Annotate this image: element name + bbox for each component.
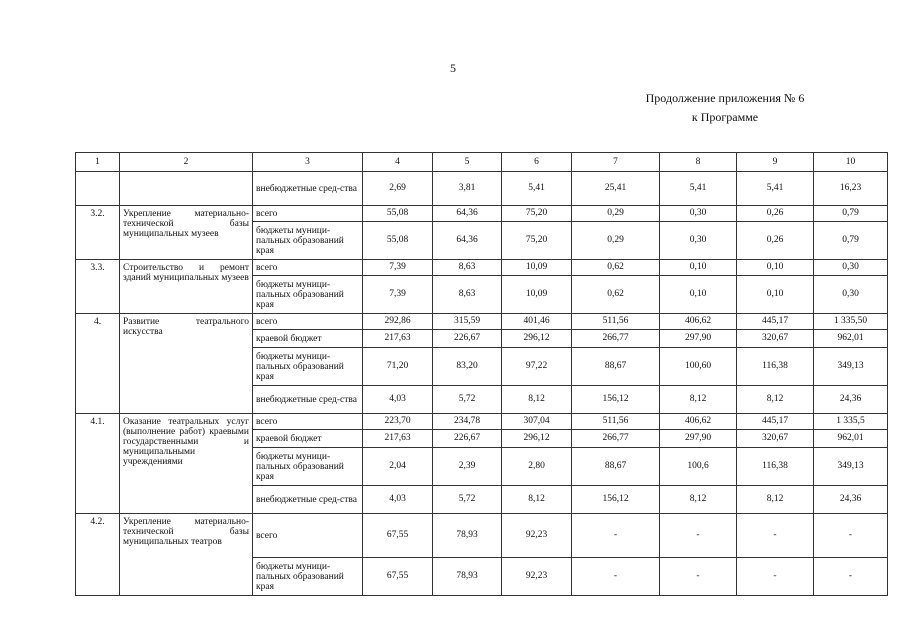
funding-source: внебюджетные сред-ства	[253, 172, 363, 206]
value-cell: 4,03	[363, 486, 433, 514]
funding-source: бюджеты муници-пальных образований края	[253, 558, 363, 596]
value-cell: 75,20	[502, 206, 572, 222]
value-cell: 401,46	[502, 314, 572, 330]
value-cell: 0,79	[814, 206, 888, 222]
code-cell	[76, 172, 120, 206]
value-cell: 223,70	[363, 414, 433, 430]
value-cell: 296,12	[502, 330, 572, 348]
value-cell: 962,01	[814, 330, 888, 348]
value-cell: 71,20	[363, 348, 433, 386]
value-cell: 7,39	[363, 276, 433, 314]
value-cell: -	[572, 514, 660, 558]
appendix-caption	[560, 89, 890, 127]
value-cell: -	[572, 558, 660, 596]
value-cell: 88,67	[572, 348, 660, 386]
value-cell: -	[660, 558, 737, 596]
value-cell: 2,04	[363, 448, 433, 486]
value-cell: 962,01	[814, 430, 888, 448]
value-cell: 8,63	[433, 260, 502, 276]
value-cell: 234,78	[433, 414, 502, 430]
value-cell: 8,12	[502, 486, 572, 514]
value-cell: 292,86	[363, 314, 433, 330]
value-cell: 320,67	[737, 330, 814, 348]
value-cell: 266,77	[572, 430, 660, 448]
funding-source: бюджеты муници-пальных образований края	[253, 276, 363, 314]
item-code: 3.3.	[76, 260, 120, 314]
value-cell: 3,81	[433, 172, 502, 206]
value-cell: 75,20	[502, 222, 572, 260]
value-cell: 5,41	[737, 172, 814, 206]
value-cell: 0,26	[737, 206, 814, 222]
value-cell: 0,10	[660, 276, 737, 314]
column-number: 10	[814, 153, 888, 172]
value-cell: 445,17	[737, 414, 814, 430]
name-cell	[120, 172, 253, 206]
value-cell: 8,12	[660, 486, 737, 514]
value-cell: 0,26	[737, 222, 814, 260]
table-row	[76, 514, 888, 558]
value-cell: 64,36	[433, 222, 502, 260]
value-cell: 92,23	[502, 514, 572, 558]
value-cell: 0,10	[737, 260, 814, 276]
item-code: 4.	[76, 314, 120, 414]
value-cell: 296,12	[502, 430, 572, 448]
funding-source: бюджеты муници-пальных образований края	[253, 348, 363, 386]
item-name: Укрепление материально-технической базы муниципальных театров	[120, 514, 253, 596]
value-cell: 7,39	[363, 260, 433, 276]
value-cell: 55,08	[363, 206, 433, 222]
funding-source: всего	[253, 414, 363, 430]
item-name: Развитие театрального искусства	[120, 314, 253, 414]
appendix-caption-line-1: Продолжение приложения № 6	[645, 91, 805, 105]
value-cell: -	[737, 558, 814, 596]
value-cell: 1 335,50	[814, 314, 888, 330]
value-cell: 445,17	[737, 314, 814, 330]
page-number: 5	[450, 61, 456, 75]
column-number: 8	[660, 153, 737, 172]
funding-source: бюджеты муници-пальных образований края	[253, 448, 363, 486]
value-cell: 16,23	[814, 172, 888, 206]
value-cell: 116,38	[737, 348, 814, 386]
value-cell: -	[737, 514, 814, 558]
column-number: 7	[572, 153, 660, 172]
table-row	[76, 172, 888, 206]
value-cell: 5,72	[433, 386, 502, 414]
value-cell: 320,67	[737, 430, 814, 448]
value-cell: 10,09	[502, 276, 572, 314]
value-cell: 349,13	[814, 348, 888, 386]
funding-source: всего	[253, 314, 363, 330]
value-cell: 24,36	[814, 486, 888, 514]
item-name: Строительство и ремонт зданий муниципальных музеев	[120, 260, 253, 314]
funding-source: внебюджетные сред-ства	[253, 386, 363, 414]
value-cell: 0,30	[814, 276, 888, 314]
value-cell: 0,62	[572, 260, 660, 276]
value-cell: 349,13	[814, 448, 888, 486]
value-cell: 406,62	[660, 314, 737, 330]
funding-source: бюджеты муници-пальных образований края	[253, 222, 363, 260]
value-cell: 64,36	[433, 206, 502, 222]
value-cell: 25,41	[572, 172, 660, 206]
column-number: 4	[363, 153, 433, 172]
value-cell: 8,12	[737, 486, 814, 514]
value-cell: 0,10	[660, 260, 737, 276]
value-cell: 315,59	[433, 314, 502, 330]
value-cell: 0,10	[737, 276, 814, 314]
value-cell: 8,12	[502, 386, 572, 414]
value-cell: 2,69	[363, 172, 433, 206]
column-number-row	[76, 153, 888, 172]
value-cell: 4,03	[363, 386, 433, 414]
column-number: 9	[737, 153, 814, 172]
value-cell: 8,12	[660, 386, 737, 414]
value-cell: 24,36	[814, 386, 888, 414]
column-number: 5	[433, 153, 502, 172]
value-cell: 97,22	[502, 348, 572, 386]
value-cell: 226,67	[433, 430, 502, 448]
table-row	[76, 314, 888, 330]
value-cell: 5,72	[433, 486, 502, 514]
value-cell: 0,79	[814, 222, 888, 260]
value-cell: 307,04	[502, 414, 572, 430]
value-cell: 78,93	[433, 514, 502, 558]
table-row	[76, 260, 888, 276]
value-cell: 266,77	[572, 330, 660, 348]
item-code: 4.2.	[76, 514, 120, 596]
value-cell: 8,63	[433, 276, 502, 314]
appendix-caption-line-2: к Программе	[691, 110, 759, 124]
value-cell: 55,08	[363, 222, 433, 260]
value-cell: 156,12	[572, 386, 660, 414]
value-cell: 511,56	[572, 414, 660, 430]
funding-source: всего	[253, 206, 363, 222]
value-cell: -	[814, 514, 888, 558]
funding-source: всего	[253, 260, 363, 276]
value-cell: 2,39	[433, 448, 502, 486]
value-cell: 10,09	[502, 260, 572, 276]
value-cell: 67,55	[363, 558, 433, 596]
table-row	[76, 206, 888, 222]
value-cell: 217,63	[363, 330, 433, 348]
value-cell: 0,30	[660, 222, 737, 260]
value-cell: 0,29	[572, 206, 660, 222]
value-cell: 0,30	[660, 206, 737, 222]
value-cell: 5,41	[660, 172, 737, 206]
value-cell: 8,12	[737, 386, 814, 414]
column-number: 6	[502, 153, 572, 172]
value-cell: 406,62	[660, 414, 737, 430]
value-cell: 100,60	[660, 348, 737, 386]
value-cell: 116,38	[737, 448, 814, 486]
value-cell: 1 335,5	[814, 414, 888, 430]
item-code: 4.1.	[76, 414, 120, 514]
column-number: 3	[253, 153, 363, 172]
value-cell: 78,93	[433, 558, 502, 596]
value-cell: 0,30	[814, 260, 888, 276]
value-cell: 226,67	[433, 330, 502, 348]
funding-source: всего	[253, 514, 363, 558]
value-cell: 511,56	[572, 314, 660, 330]
funding-source: краевой бюджет	[253, 430, 363, 448]
value-cell: 83,20	[433, 348, 502, 386]
funding-source: внебюджетные сред-ства	[253, 486, 363, 514]
value-cell: -	[660, 514, 737, 558]
table-row	[76, 414, 888, 430]
funding-source: краевой бюджет	[253, 330, 363, 348]
item-name: Укрепление материально-технической базы муниципальных музеев	[120, 206, 253, 260]
value-cell: 156,12	[572, 486, 660, 514]
item-code: 3.2.	[76, 206, 120, 260]
value-cell: 217,63	[363, 430, 433, 448]
value-cell: 297,90	[660, 430, 737, 448]
program-funding-table	[75, 152, 888, 596]
column-number: 1	[76, 153, 120, 172]
value-cell: 2,80	[502, 448, 572, 486]
value-cell: 297,90	[660, 330, 737, 348]
value-cell: 67,55	[363, 514, 433, 558]
value-cell: 100,6	[660, 448, 737, 486]
item-name: Оказание театральных услуг (выполнение работ) краевыми государственными и муниципальными учреждениями	[120, 414, 253, 514]
value-cell: 5,41	[502, 172, 572, 206]
value-cell: 88,67	[572, 448, 660, 486]
value-cell: 92,23	[502, 558, 572, 596]
value-cell: 0,62	[572, 276, 660, 314]
column-number: 2	[120, 153, 253, 172]
value-cell: 0,29	[572, 222, 660, 260]
value-cell: -	[814, 558, 888, 596]
